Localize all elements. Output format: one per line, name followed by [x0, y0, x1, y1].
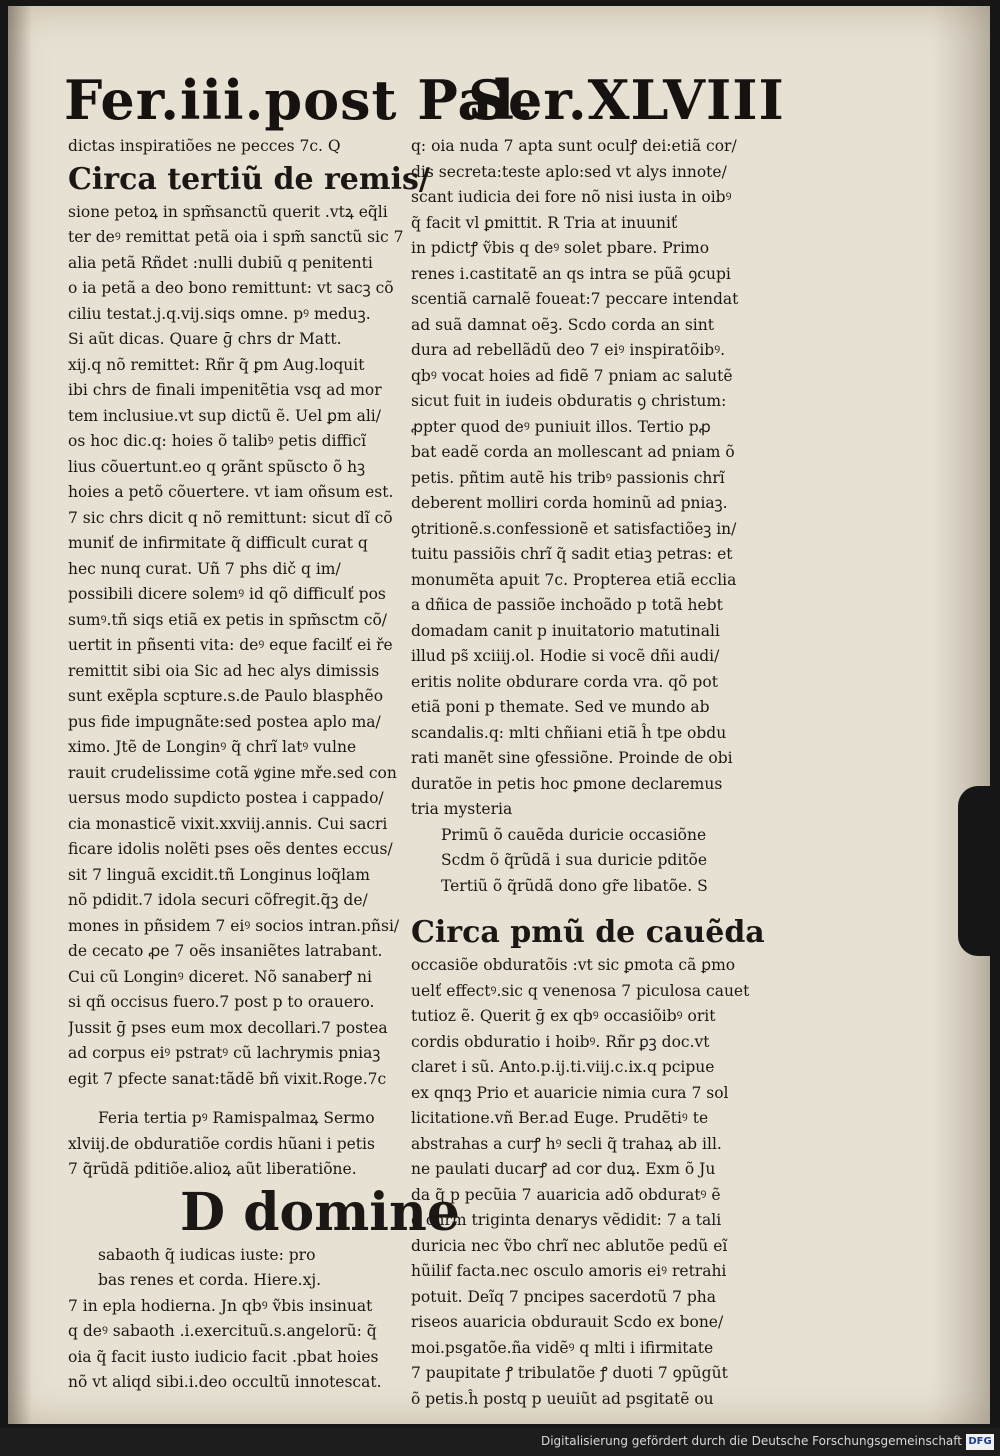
text-line: sabaoth q̃ iudicas iuste: pro — [98, 1245, 316, 1264]
text-line: dis secreta:teste aplo:sed vt alys innote/ — [411, 162, 727, 181]
text-line: õ petis.ĥ postq p ueuiũt ad psgitatẽ ou — [411, 1389, 714, 1408]
text-line: ibi chrs de finali impenitẽtia vsq ad mor — [68, 381, 382, 399]
text-line: mones in pñsidem 7 eiꝰ socios intran.pñsi/ — [68, 916, 400, 935]
text-line: sicut fuit in iudeis obduratis ꝯ christum: — [411, 392, 727, 410]
text-line: rauit crudelissime cotã ꝟgine mře.sed con — [68, 763, 397, 782]
text-line: illud ps̃ xciiij.ol. Hodie si vocẽ dñi audi/ — [411, 647, 720, 665]
text-line: scentiã carnalẽ foueat:7 peccare intendat — [411, 290, 739, 308]
binding-shadow — [8, 6, 32, 1424]
scanned-page — [8, 6, 990, 1424]
text-line: Si aũt dicas. Quare ḡ chrs dr Matt. — [68, 330, 342, 348]
page-edge-shade — [930, 6, 990, 1424]
text-line: ex qnqꝫ Prio et auaricie nimia cura 7 sol — [411, 1083, 729, 1102]
text-line: renes i.castitatẽ an qs intra se pũã ꝯcupi — [411, 264, 731, 283]
text-line: egit 7 pfecte sanat:tãdẽ bñ vixit.Roge.7c — [68, 1069, 387, 1088]
text-line: da q̃ p pecũia 7 auaricia adõ obduratꝰ ẽ — [411, 1185, 721, 1204]
text-line: licitatione.vñ Ber.ad Euge. Prudẽtiꝰ te — [411, 1109, 709, 1127]
section-heading: D domine — [180, 1181, 460, 1243]
text-line: 7 in epla hodierna. Jn qbꝰ ṽbis insinuat — [68, 1296, 373, 1315]
text-line: tria mysteria — [411, 800, 513, 818]
folio-number: Ser.XLVIII — [468, 68, 785, 132]
running-header — [58, 68, 785, 138]
text-line: sit 7 linguã excidit.tñ Longinus loq̃lam — [68, 865, 370, 884]
text-line: claret i sũ. Anto.p.ij.ti.viij.c.ix.q pcipue — [411, 1058, 715, 1076]
text-line: bat eadẽ corda an mollescant ad pniam õ — [411, 443, 735, 461]
text-line: abstrahas a curꝭ hꝰ secli q̃ trahaꝝ ab ill. — [411, 1134, 722, 1153]
page-damage-notch — [958, 786, 998, 956]
text-line: duratõe in petis hoc ꝑmone declaremus — [411, 774, 723, 793]
text-line: Primũ õ cauẽda duricie occasiõne — [441, 825, 707, 844]
text-line: uelť effectꝰ.sic q venenosa 7 piculosa cauet — [411, 981, 750, 1000]
text-line: ficare idolis nolẽti pses oẽs dentes eccus/ — [68, 840, 393, 858]
text-line: ad corpus eiꝰ pstratꝰ cũ lachrymis pniaꝫ — [68, 1044, 381, 1062]
text-line: dictas inspiratiões ne pecces 7c. Q — [68, 137, 341, 155]
text-line: cordis obduratio i hoibꝰ. Rñr ꝑꝫ doc.vt — [411, 1032, 710, 1051]
text-line: q: oia nuda 7 apta sunt oculꝭ dei:etiã cor/ — [411, 137, 737, 155]
text-line: etiã poni p themate. Sed ve mundo ab — [411, 698, 710, 716]
text-line: q deꝰ sabaoth .i.exercituũ.s.angelorũ: q̃ — [68, 1322, 377, 1340]
text-line: sunt exẽpla scpture.s.de Paulo blasphẽo — [68, 687, 384, 705]
running-header-left: Fer.iii.post Pal. — [64, 68, 535, 132]
text-line: 7 paupitate ꝭ tribulatõe ꝭ duoti 7 ꝯpũgũt — [411, 1364, 728, 1382]
text-line: occasiõe obduratõis :vt sic ꝑmota cã ꝑmo — [411, 956, 736, 974]
text-line: hec nunq curat. Uñ 7 phs dič q im/ — [68, 559, 341, 578]
text-line: petis. pñtim autẽ his tribꝰ passionis chrĩ — [411, 468, 725, 487]
text-line: nõ vt aliqd sibi.i.deo occultũ innotescat. — [68, 1373, 382, 1391]
text-line: bas renes et corda. Hiere.xj. — [98, 1271, 322, 1289]
text-line: xlviij.de obduratiõe cordis hũani i petis — [68, 1134, 375, 1153]
footer-bar — [0, 1428, 1000, 1456]
text-line: muniť de infirmitate q̃ difficult curat q — [68, 534, 368, 552]
text-line: eritis nolite obdurare corda vra. qõ pot — [411, 672, 718, 691]
text-line: o ia petã a deo bono remittunt: vt sacꝫ cõ — [68, 279, 394, 297]
text-line: monumẽta apuit 7c. Propterea etiã ecclia — [411, 570, 737, 589]
text-line: Scdm õ q̃rũdã i sua duricie pditõe — [441, 851, 708, 869]
text-line: cia monasticẽ vixit.xxviij.annis. Cui sacri — [68, 814, 388, 833]
text-line: q chrm triginta denarys vẽdidit: 7 a tali — [411, 1211, 722, 1229]
text-line: tutioz ẽ. Querit ḡ ex qbꝰ occasiõibꝰ orit — [411, 1007, 716, 1025]
text-line: riseos auaricia obdurauit Scdo ex bone/ — [411, 1313, 724, 1331]
text-line: ne paulati ducarꝭ ad cor duꝝ. Exm õ Ju — [411, 1160, 716, 1178]
text-line: sione petoꝝ in spm̃sanctũ querit .vtꝝ eq̃li — [68, 202, 388, 221]
text-line: ꝯtritionẽ.s.confessionẽ et satisfactiõeꝫ in/ — [411, 519, 737, 538]
right-text-column — [411, 134, 773, 1412]
section-heading: Circa tertiũ de remis/ — [68, 161, 430, 197]
text-line: uersus modo supdicto postea i cappado/ — [68, 789, 384, 807]
text-line: sumꝰ.tñ siqs etiã ex petis in spm̃sctm cõ/ — [68, 610, 388, 629]
text-line: moi.psgatõe.ña vidẽꝰ q mlti i ifirmitate — [411, 1338, 714, 1357]
left-text-column — [68, 134, 460, 1396]
text-line: rati manẽt sine ꝯfessiõne. Proinde de obi — [411, 749, 733, 767]
text-line: ad suã damnat oẽꝫ. Scdo corda an sint — [411, 315, 714, 334]
text-line — [68, 1092, 413, 1106]
section-heading: Circa pmũ de cauẽda — [411, 915, 765, 950]
text-line: tem inclusiue.vt sup dictũ ẽ. Uel ꝑm ali/ — [68, 406, 381, 425]
text-line: xij.q nõ remittet: Rñr q̃ ꝑm Aug.loquit — [68, 355, 365, 374]
text-line: hũilif facta.nec osculo amoris eiꝰ retrahi — [411, 1262, 727, 1280]
text-line: scant iudicia dei fore nõ nisi iusta in oibꝰ — [411, 188, 732, 206]
text-line: pus fide impugnãte:sed postea aplo ma/ — [68, 712, 381, 731]
text-line: Feria tertia pꝰ Ramispalmaꝝ Sermo — [98, 1109, 375, 1127]
text-line: in pdictꝭ ṽbis q deꝰ solet pbare. Primo — [411, 239, 710, 257]
text-line: si qñ occisus fuero.7 post p to orauero. — [68, 993, 375, 1011]
text-line: possibili dicere solemꝰ id qõ difficulť pos — [68, 585, 386, 603]
text-line: remittit sibi oia Sic ad hec alys dimissis — [68, 661, 380, 680]
text-line: qbꝰ vocat hoies ad fidẽ 7 pniam ac salutẽ — [411, 366, 733, 385]
text-line: ximo. Jtẽ de Longinꝰ q̃ chrĩ latꝰ vulne — [68, 738, 357, 756]
text-line: 7 sic chrs dicit q nõ remittunt: sicut dĩ cõ — [68, 508, 393, 527]
text-line: ciliu testat.j.q.vij.siqs omne. pꝰ meduꝫ. — [68, 304, 371, 323]
text-line: 7 q̃rũdã pditiõe.alioꝝ aũt liberatiõne. — [68, 1160, 357, 1178]
text-line: os hoc dic.q: hoies õ talibꝰ petis difficĩ — [68, 432, 367, 450]
text-line: dura ad rebellãdũ deo 7 eiꝰ inspiratõibꝰ. — [411, 341, 726, 359]
text-line: hoies a petõ cõuertere. vt iam oñsum est. — [68, 483, 394, 501]
text-line: q̃ facit vl ꝑmittit. R Tria at inuuniť — [411, 213, 678, 232]
text-line: potuit. Deĩq 7 pncipes sacerdotũ 7 pha — [411, 1287, 717, 1306]
text-line: domadam canit p inuitatorio matutinali — [411, 621, 720, 640]
text-line: de cecato ꝓe 7 oẽs insaniẽtes latrabant. — [68, 942, 383, 960]
text-line: Jussit ḡ pses eum mox decollari.7 postea — [68, 1018, 388, 1037]
text-line: ter deꝰ remittat petã oia i spm̃ sanctũ sic 7 — [68, 228, 404, 246]
text-line: duricia nec ṽbo chrĩ nec ablutõe pedũ eĩ — [411, 1236, 728, 1255]
text-line: Tertiũ õ q̃rũdã dono gr̃e libatõe. S — [441, 876, 708, 895]
funding-credit: Digitalisierung gefördert durch die Deutsche Forschungsgemeinschaft — [540, 1434, 962, 1448]
text-line: a dñica de passiõe inchoãdo p totã hebt — [411, 596, 723, 614]
text-line: uertit in pñsenti vita: deꝰ eque facilť ei ře — [68, 636, 393, 654]
text-line: Cui cũ Longinꝰ diceret. Nõ sanaberꝭ ni — [68, 967, 372, 986]
text-line: tuitu passiõis chrĩ q̃ sadit etiaꝫ petras: et — [411, 545, 733, 563]
text-line: oia q̃ facit iusto iudicio facit .pbat hoies — [68, 1347, 379, 1366]
text-line: ꝓpter quod deꝰ puniuit illos. Tertio pꝓ — [411, 417, 711, 436]
text-line: nõ pdidit.7 idola securi cõfregit.q̃ꝫ de/ — [68, 891, 368, 909]
text-line — [411, 899, 773, 913]
text-line: alia petã Rñdet :nulli dubiũ q penitenti — [68, 253, 373, 272]
text-line: deberent molliri corda hominũ ad pniaꝫ. — [411, 494, 728, 512]
dfg-logo: DFG — [966, 1434, 994, 1450]
text-line: lius cõuertunt.eo q ꝯrãnt spũscto õ hꝫ — [68, 457, 366, 476]
text-line: scandalis.q: mlti chñiani etiã ĥ tpe obdu — [411, 723, 727, 742]
